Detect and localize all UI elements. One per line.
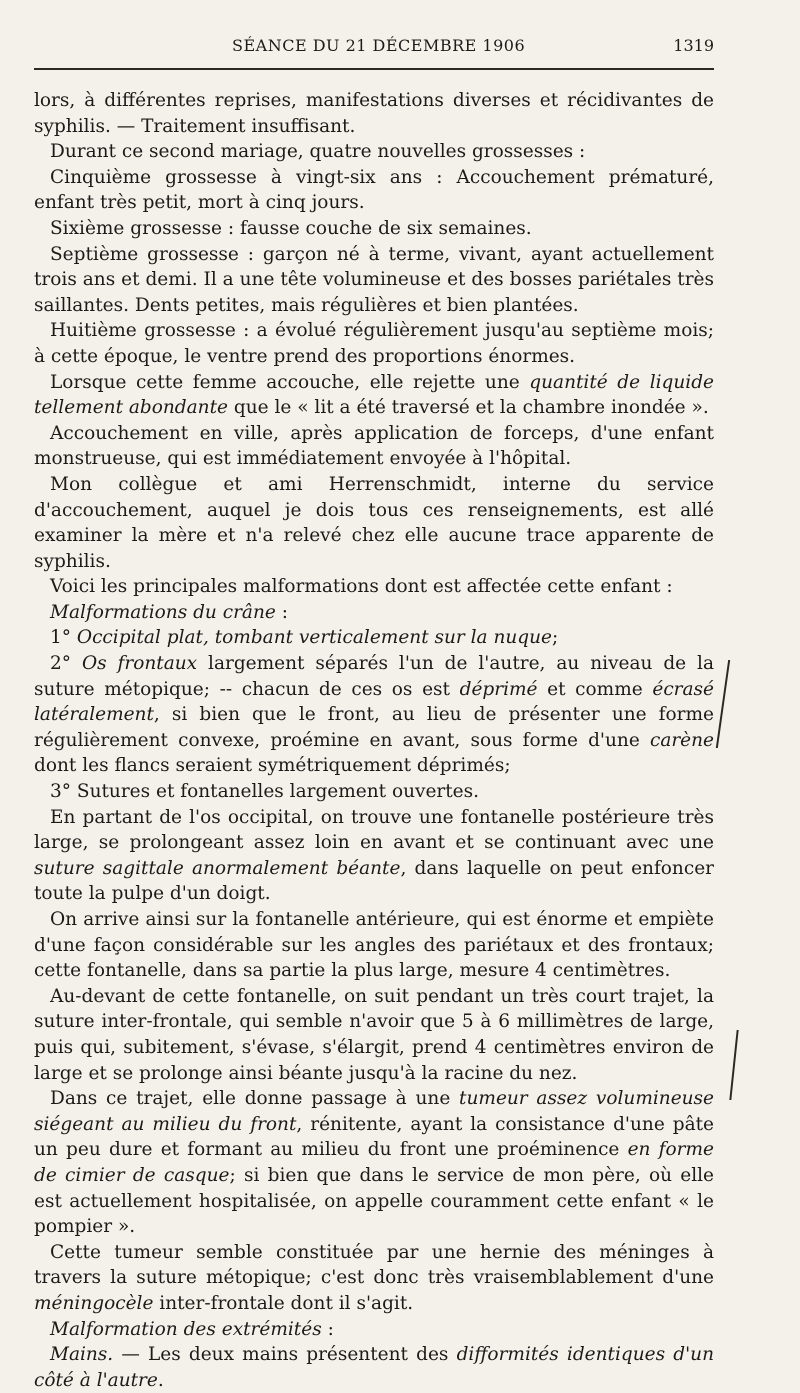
paragraph [34, 421, 714, 472]
text-run: Septième grossesse : garçon né à terme, vivant, ayant actuellement trois ans et demi. Il a une tête volumineuse et des bosses pariétales très saillantes. Dents petites, mais régulières et bien plantées. [34, 243, 714, 316]
italic-text: Occipital plat, tombant verticalement sur la nuque [76, 627, 552, 649]
header-title: SÉANCE DU 21 DÉCEMBRE 1906 [232, 36, 526, 55]
paragraph [34, 165, 714, 216]
text-run: : [275, 601, 288, 623]
text-run: ; si bien que dans le service de mon père, où elle est actuellement hospitalisée, on appelle couramment cette enfant « le pompier ». [34, 1164, 714, 1238]
paragraph [34, 216, 714, 242]
italic-text: en forme de cimier de casque [34, 1139, 714, 1186]
paragraph [34, 242, 714, 319]
paragraph [34, 139, 714, 165]
text-run: Dans ce trajet, elle donne passage à une [50, 1088, 460, 1110]
paragraph [34, 1086, 714, 1240]
text-run: et comme [537, 678, 653, 700]
paragraph [34, 472, 714, 574]
text-run: dont les flancs seraient symétriquement déprimés; [34, 755, 511, 777]
text-run: Accouchement en ville, après application de forceps, d'une enfant monstrueuse, qui est immédiatement envoyée à l'hôpital. [34, 422, 714, 470]
running-header [34, 36, 714, 56]
text-run: . [157, 1369, 164, 1391]
paragraph [34, 1317, 714, 1343]
text-run: Sixième grossesse : fausse couche de six semaines. [50, 217, 532, 239]
text-run: Huitième grossesse : a évolué régulièrement jusqu'au septième mois; à cette époque, le ventre prend des proportions énormes. [34, 320, 714, 367]
paragraph [34, 805, 714, 907]
text-run: Au-devant de cette fontanelle, on suit pendant un très court trajet, la suture inter-frontale, qui semble n'avoir que 5 à 6 millimètres de large, puis qui, subitement, s'évase, s'élargit, prend 4 centimètres environ de large et se prolonge ainsi béante jusqu'à la racine du nez. [34, 985, 714, 1084]
paragraph [34, 600, 714, 626]
italic-text: Malformation des extrémités [50, 1318, 322, 1340]
paragraph [34, 1342, 714, 1393]
text-run: Cette tumeur semble constituée par une hernie des méninges à travers la suture métopique; c'est donc très vraisemblablement d'une [34, 1241, 714, 1289]
text-run: Lorsque cette femme accouche, elle rejette une [50, 371, 530, 393]
paragraph [34, 779, 714, 805]
text-run: — Les deux mains présentent des [113, 1344, 457, 1366]
text-run: , dans laquelle on peut enfoncer toute la pulpe d'un doigt. [34, 857, 714, 905]
text-run: inter-frontale dont il s'agit. [153, 1292, 414, 1314]
header-rule [34, 68, 714, 70]
margin-bracket [716, 660, 740, 748]
paragraph [34, 984, 714, 1086]
text-run: , si bien que le front, au lieu de présenter une forme régulièrement convexe, proémine en avant, sous forme d'une [34, 704, 714, 751]
text-run: que le « lit a été traversé et la chambre inondée ». [227, 397, 709, 419]
italic-text: tumeur assez volumineuse siégeant au milieu du front [34, 1088, 714, 1135]
italic-text: Os frontaux [81, 653, 198, 675]
italic-text: difformités identiques d'un côté à l'autre [34, 1344, 714, 1391]
italic-text: Malformations du crâne [50, 601, 276, 623]
paragraph [34, 625, 714, 651]
paragraph [34, 907, 714, 984]
text-run: On arrive ainsi sur la fontanelle antérieure, qui est énorme et empiète d'une façon considérable sur les angles des pariétaux et des frontaux; cette fontanelle, dans sa partie la plus large, mesure 4 centimètres. [34, 909, 714, 982]
text-run: Mon collègue et ami Herrenschmidt, interne du service d'accouchement, auquel je dois tous ces renseignements, est allé examiner la mère et n'a relevé chez elle aucune trace apparente de syphilis. [34, 473, 714, 572]
paragraph [34, 88, 714, 139]
text-run: Cinquième grossesse à vingt-six ans : Accouchement prématuré, enfant très petit, mort à cinq jours. [34, 166, 714, 214]
text-run: 2° [50, 653, 82, 675]
text-run: largement séparés l'un de l'autre, au niveau de la suture métopique; -- chacun de ces os est [34, 653, 714, 700]
margin-bracket [729, 1030, 748, 1100]
italic-text: suture sagittale anormalement béante [34, 857, 401, 879]
paragraph [34, 651, 714, 779]
text-run: Voici les principales malformations dont est affectée cette enfant : [50, 576, 673, 598]
paragraph [34, 370, 714, 421]
paragraph [34, 574, 714, 600]
paragraph [34, 1240, 714, 1317]
paragraph [34, 318, 714, 369]
text-run: En partant de l'os occipital, on trouve une fontanelle postérieure très large, se prolongeant assez loin en avant et se continuant avec une [34, 806, 714, 854]
italic-text: déprimé [459, 678, 538, 700]
italic-text: méningocèle [34, 1292, 154, 1314]
text-run: 1° [50, 627, 77, 649]
body-text [34, 88, 714, 1393]
text-run: lors, à différentes reprises, manifestations diverses et récidivantes de syphilis. — Traitement insuffisant. [34, 90, 714, 137]
text-run: : [321, 1318, 334, 1340]
page-number: 1319 [673, 36, 714, 55]
text-run: ; [552, 627, 559, 649]
italic-text: quantité de liquide tellement abondante [34, 371, 714, 419]
text-run: 3° Sutures et fontanelles largement ouvertes. [50, 781, 480, 803]
italic-text: Mains. [50, 1344, 114, 1366]
text-run: Durant ce second mariage, quatre nouvelles grossesses : [50, 141, 586, 163]
italic-text: écrasé latéralement [34, 678, 714, 726]
italic-text: carène [649, 729, 714, 751]
text-run: , rénitente, ayant la consistance d'une pâte un peu dure et formant au milieu du front une proéminence [34, 1113, 714, 1161]
